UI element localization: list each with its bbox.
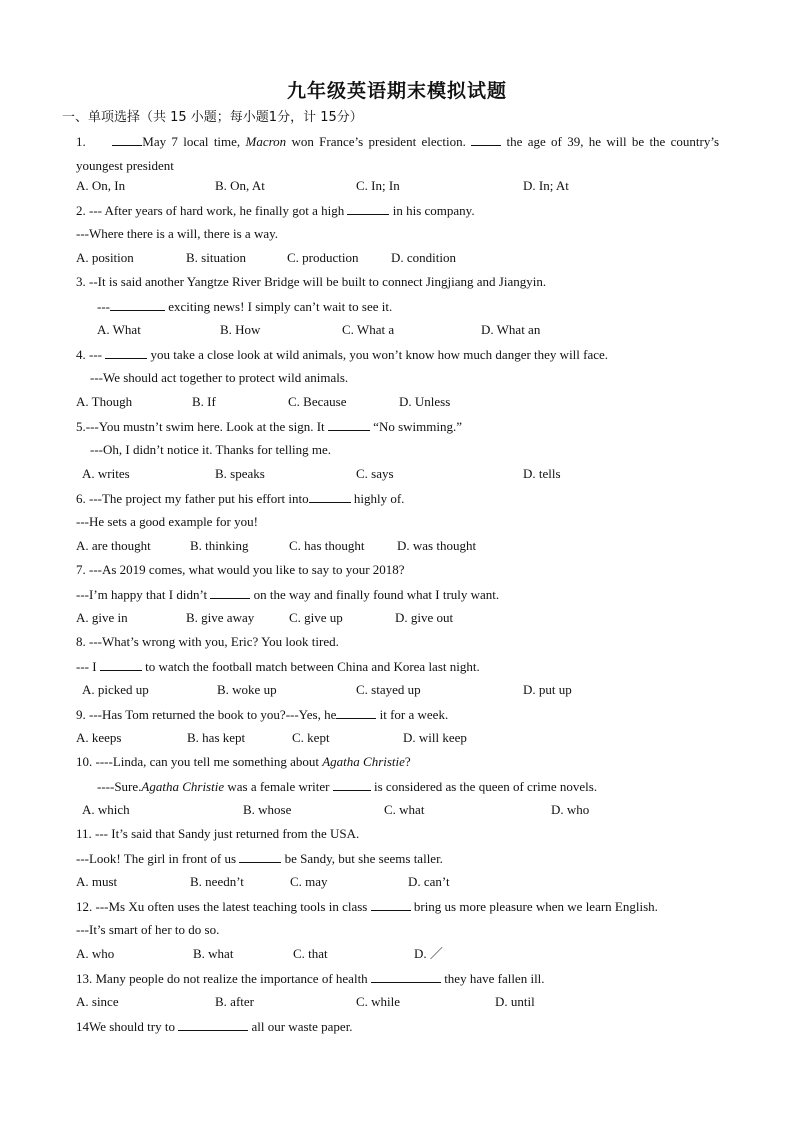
answer-blank	[210, 586, 250, 599]
question-6: 6. ---The project my father put his effort into highly of.	[76, 491, 405, 506]
question-10: 10. ----Linda, can you tell me something about Agatha Christie?	[76, 754, 411, 769]
dialogue-line: ---Look! The girl in front of us be Sandy, but she seems taller.	[76, 851, 443, 866]
answer-blank	[371, 898, 411, 911]
dialogue-line: ---We should act together to protect wild animals.	[90, 370, 349, 385]
option-a: A. since	[76, 994, 119, 1009]
option-b: B. woke up	[217, 682, 277, 697]
option-c: C. kept	[292, 730, 330, 745]
option-d: D. who	[551, 802, 590, 817]
option-d: D. give out	[395, 610, 454, 625]
question-13: 13. Many people do not realize the importance of health they have fallen ill.	[76, 971, 545, 986]
option-a: A. picked up	[82, 682, 149, 697]
question-5: 5.---You mustn’t swim here. Look at the sign. It “No swimming.”	[76, 419, 462, 434]
option-c: C. that	[293, 946, 328, 961]
option-b: B. thinking	[190, 538, 249, 553]
option-a: A. keeps	[76, 730, 122, 745]
question-12: 12. ---Ms Xu often uses the latest teaching tools in class bring us more pleasure when we learn English.	[76, 899, 658, 914]
option-a: A. On, In	[76, 178, 126, 193]
option-c: C. Because	[288, 394, 347, 409]
answer-blank	[110, 298, 165, 311]
question-14: 14We should try to all our waste paper.	[76, 1019, 353, 1034]
option-c: C. what	[384, 802, 425, 817]
option-d: D. can’t	[408, 874, 450, 889]
option-a: A. are thought	[76, 538, 151, 553]
option-c: C. give up	[289, 610, 343, 625]
answer-blank	[333, 778, 371, 791]
answer-blank	[471, 133, 501, 146]
option-b: B. what	[193, 946, 234, 961]
option-b: B. needn’t	[190, 874, 244, 889]
option-c: C. may	[290, 874, 328, 889]
option-d: D. will keep	[403, 730, 467, 745]
dialogue-line: ---Oh, I didn’t notice it. Thanks for telling me.	[90, 442, 332, 457]
option-c: C. production	[287, 250, 359, 265]
option-c: C. has thought	[289, 538, 365, 553]
option-d: D. was thought	[397, 538, 477, 553]
option-c: C. In; In	[356, 178, 400, 193]
dialogue-line: ---It’s smart of her to do so.	[76, 922, 220, 937]
question-number: 1.	[76, 134, 86, 149]
option-c: C. says	[356, 466, 394, 481]
option-b: B. On, At	[215, 178, 265, 193]
option-a: A. What	[97, 322, 141, 337]
option-c: C. stayed up	[356, 682, 421, 697]
option-a: A. Though	[76, 394, 133, 409]
answer-blank	[105, 346, 147, 359]
answer-blank	[309, 490, 351, 503]
option-d: D. until	[495, 994, 535, 1009]
option-d: D. condition	[391, 250, 456, 265]
page-title: 九年级英语期末模拟试题	[286, 80, 507, 102]
question-8: 8. ---What’s wrong with you, Eric? You look tired.	[76, 634, 339, 649]
answer-blank	[100, 658, 142, 671]
option-b: B. speaks	[215, 466, 265, 481]
question-9: 9. ---Has Tom returned the book to you?---Yes, he it for a week.	[76, 707, 449, 722]
option-d: D. ／	[414, 946, 443, 961]
answer-blank	[178, 1018, 248, 1031]
option-d: D. In; At	[523, 178, 569, 193]
dialogue-line: ---He sets a good example for you!	[76, 514, 258, 529]
answer-blank	[112, 133, 142, 146]
option-b: B. How	[220, 322, 261, 337]
option-a: A. must	[76, 874, 118, 889]
option-a: A. writes	[82, 466, 130, 481]
answer-blank	[371, 970, 441, 983]
dialogue-line: ----Sure.Agatha Christie was a female writer is considered as the queen of crime novels.	[97, 779, 598, 794]
option-b: B. give away	[186, 610, 255, 625]
question-7: 7. ---As 2019 comes, what would you like to say to your 2018?	[76, 562, 405, 577]
dialogue-line: --- I to watch the football match between China and Korea last night.	[76, 659, 480, 674]
dialogue-line: ---I’m happy that I didn’t on the way and finally found what I truly want.	[76, 587, 500, 602]
option-b: B. If	[192, 394, 216, 409]
question-2: 2. --- After years of hard work, he finally got a high in his company.	[76, 203, 475, 218]
question-3: 3. --It is said another Yangtze River Bridge will be built to connect Jingjiang and Jiangyin.	[76, 274, 547, 289]
option-d: D. put up	[523, 682, 572, 697]
option-c: C. while	[356, 994, 401, 1009]
answer-blank	[328, 418, 370, 431]
section-header: 一、单项选择（共 15 小题；每小题1分，计 15分）	[62, 110, 363, 125]
answer-blank	[239, 850, 281, 863]
option-d: D. What an	[481, 322, 541, 337]
dialogue-line: ---Where there is a will, there is a way.	[76, 226, 279, 241]
option-a: A. give in	[76, 610, 128, 625]
option-d: D. Unless	[399, 394, 451, 409]
option-b: B. after	[215, 994, 254, 1009]
answer-blank	[347, 202, 389, 215]
option-d: D. tells	[523, 466, 561, 481]
question-11: 11. --- It’s said that Sandy just returned from the USA.	[76, 826, 360, 841]
option-b: B. situation	[186, 250, 246, 265]
answer-blank	[336, 706, 376, 719]
dialogue-line: --- exciting news! I simply can’t wait to see it.	[97, 299, 393, 314]
option-b: B. has kept	[187, 730, 246, 745]
question-4: 4. --- you take a close look at wild animals, you won’t know how much danger they will face.	[76, 347, 609, 362]
option-a: A. position	[76, 250, 134, 265]
option-a: A. which	[82, 802, 130, 817]
question-1: 1. May 7 local time, Macron won France’s president election. the age of 39, he will be the country’s youngest president	[76, 134, 720, 173]
option-b: B. whose	[243, 802, 292, 817]
option-c: C. What a	[342, 322, 395, 337]
option-a: A. who	[76, 946, 115, 961]
